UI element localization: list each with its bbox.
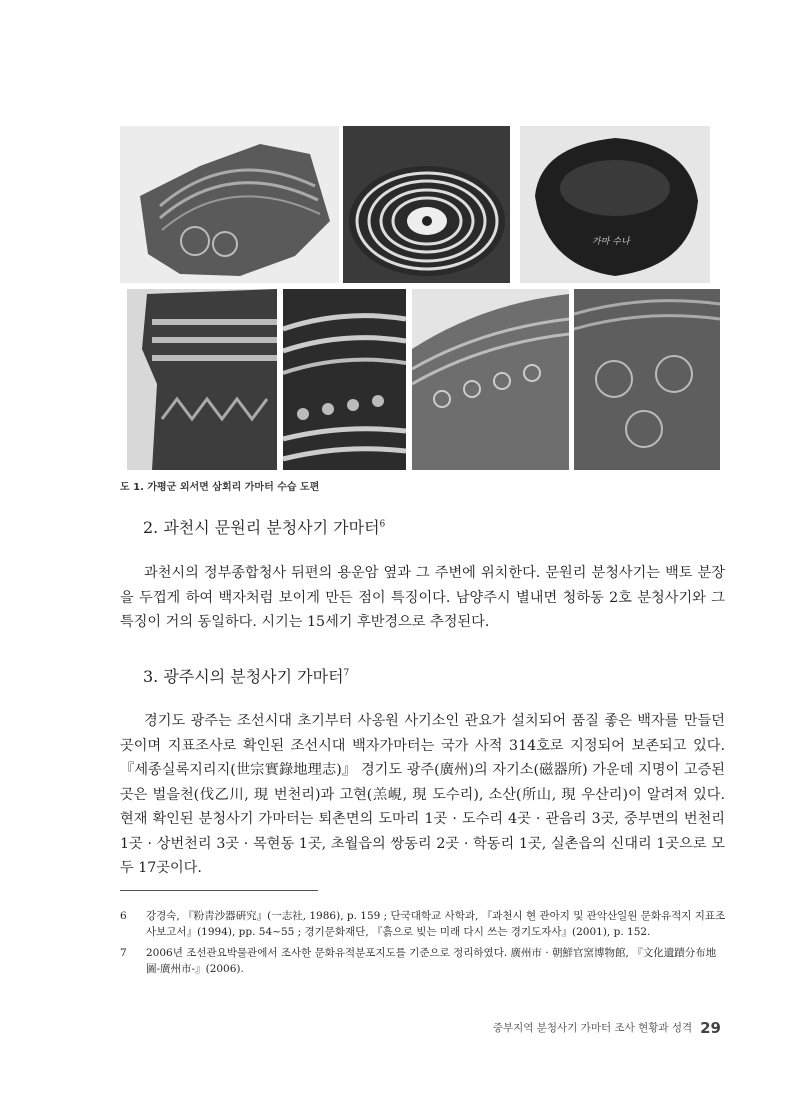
bowl-photo <box>520 126 710 283</box>
section-3-body <box>120 709 725 881</box>
shard-photo-1 <box>120 126 339 283</box>
section-3-title-text: 3. 광주시의 분청사기 가마터 <box>143 667 344 686</box>
running-title: 중부지역 분청사기 가마터 조사 현황과 성격 <box>492 1022 693 1034</box>
page-number: 29 <box>700 1018 721 1037</box>
section-2-title-text: 2. 과천시 문원리 분청사기 가마터 <box>143 518 380 537</box>
page-footer <box>493 1017 721 1037</box>
footnote-divider <box>120 890 318 891</box>
section-2-body <box>120 561 725 635</box>
bowl-inscription: 가마 수나 <box>592 237 630 247</box>
shard-photo-5 <box>412 289 569 470</box>
shard-photo-6 <box>574 289 720 470</box>
footnote-6 <box>120 908 730 940</box>
footnote-7 <box>120 945 730 977</box>
figure-caption: 도 1. 가평군 외서면 삼회리 가마터 수습 도편 <box>120 482 320 493</box>
footnote-ref-7[interactable]: 7 <box>343 668 350 679</box>
section-2-body-text: 과천시의 정부종합청사 뒤편의 용운암 옆과 그 주변에 위치한다. 문원리 분청사기는 백토 분장을 두껍게 하여 백자처럼 보이게 만든 점이 특징이다. 남양주시 별내면 청하동 2호 분청사기와 그 특징이 거의 동일하다. 시기는 15세기 후반경으로 추정된다. <box>120 565 725 630</box>
footnote-6-number: 6 <box>120 910 127 922</box>
section-2-title <box>143 515 385 538</box>
section-3-body-text: 경기도 광주는 조선시대 초기부터 사옹원 사기소인 관요가 설치되어 품질 좋은 백자를 만들던 곳이며 지표조사로 확인된 조선시대 백자가마터는 국가 사적 314호로 지정되어 보존되고 있다. 『세종실록지리지(世宗實錄地理志)』 경기도 광주(廣州)의 자기소(磁器所) 가운데 지명이 고증된 곳은 벌을천(伐乙川, 現 번천리)과 고현(羔峴, 現 도수리), 소산(所山, 現 우산리)이 알려져 있다. 현재 확인된 분청사기 가마터는 퇴촌면의 도마리 1곳 · 도수리 4곳 · 관음리 3곳, 중부면의 번천리 1곳 · 상번천리 3곳 · 목현동 1곳, 초월읍의 쌍동리 2곳 · 학동리 1곳, 실촌읍의 신대리 1곳으로 모두 17곳이다. <box>120 713 725 876</box>
footnote-7-number: 7 <box>120 947 127 959</box>
footnote-6-text: 강경숙, 『粉靑沙器硏究』(一志社, 1986), p. 159 ; 단국대학교 사학과, 『과천시 현 관아지 및 관악산일원 문화유적지 지표조사보고서』(1994), pp. 54~55 ; 경기문화재단, 『흙으로 빚는 미래 다시 쓰는 경기도자사』(2001), p. 152. <box>146 910 726 938</box>
footnote-ref-6[interactable]: 6 <box>379 519 386 530</box>
section-3-title <box>143 664 349 687</box>
shard-photo-2 <box>343 126 510 283</box>
footnote-7-text: 2006년 조선관요박물관에서 조사한 문화유적분포지도를 기준으로 정리하였다. 廣州市 · 朝鮮官窯博物館, 『文化遺蹟分布地圖-廣州市-』(2006). <box>146 947 717 975</box>
shard-photo-4 <box>283 289 406 470</box>
shard-photo-3 <box>127 289 277 470</box>
